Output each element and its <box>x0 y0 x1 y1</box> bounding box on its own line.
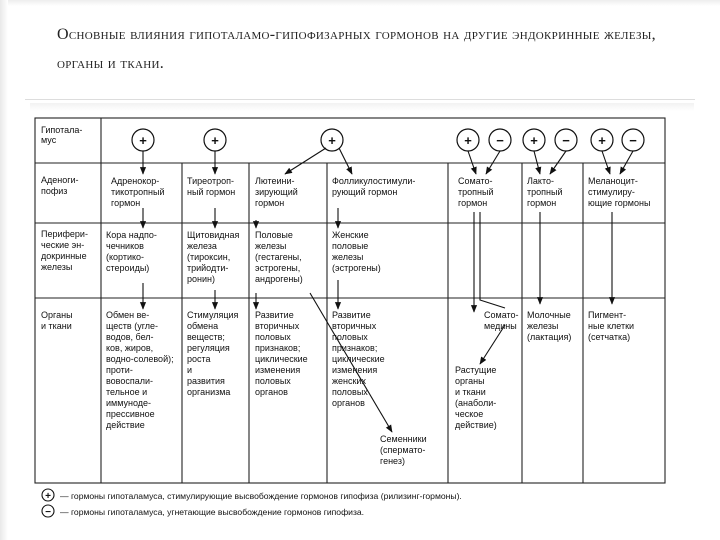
svg-text:докринные: докринные <box>41 251 87 261</box>
svg-text:ческое: ческое <box>455 409 484 419</box>
effect-somatomedins: Сомато- <box>484 310 519 320</box>
gland-female-gonads: Женские <box>332 230 369 240</box>
svg-text:Лютеини- <box>255 176 295 186</box>
svg-text:проти-: проти- <box>106 365 133 375</box>
svg-text:железы: железы <box>332 252 364 262</box>
svg-text:и: и <box>187 365 193 375</box>
svg-text:развития: развития <box>187 376 225 386</box>
svg-text:гормон: гормон <box>111 198 141 208</box>
svg-text:Органы <box>41 310 73 320</box>
svg-text:Обмен ве- <box>106 310 149 320</box>
svg-text:генез): генез) <box>380 456 405 466</box>
connector-lines <box>480 212 505 308</box>
svg-text:ный гормон: ный гормон <box>187 187 236 197</box>
svg-text:чечников: чечников <box>106 241 144 251</box>
row-label-hypothalamus: Гипотала- <box>41 125 83 135</box>
effect-tsh: Стимуляция <box>187 310 239 320</box>
svg-text:тикотропный: тикотропный <box>111 187 165 197</box>
row-label-organs: Органы <box>41 310 73 320</box>
svg-text:железы: железы <box>255 241 287 251</box>
hormone-fsh: Фолликулостимули- <box>332 176 416 186</box>
svg-text:Развитие <box>332 310 371 320</box>
svg-text:органы: органы <box>455 376 485 386</box>
svg-text:гормон: гормон <box>458 198 488 208</box>
hormone-tsh: Тиреотроп- <box>187 176 234 186</box>
svg-text:и ткани: и ткани <box>41 321 72 331</box>
svg-text:Лакто- <box>527 176 554 186</box>
svg-text:Стимуляция <box>187 310 239 320</box>
svg-text:тропный: тропный <box>527 187 563 197</box>
gland-gonads: Половые <box>255 230 293 240</box>
svg-text:половых: половых <box>332 332 368 342</box>
hormone-sth: Сомато- <box>458 176 493 186</box>
svg-text:железа: железа <box>187 241 217 251</box>
svg-text:пофиз: пофиз <box>41 186 68 196</box>
svg-text:Тиреотроп- <box>187 176 234 186</box>
svg-text:признаков;: признаков; <box>332 343 378 353</box>
svg-text:Гипотала- <box>41 125 82 135</box>
sign-plus-acth: + <box>139 133 147 148</box>
svg-text:прессивное: прессивное <box>106 409 155 419</box>
gland-adrenal-cortex: Кора надпо- <box>106 230 157 240</box>
svg-text:регуляция: регуляция <box>187 343 230 353</box>
svg-text:вторичных: вторичных <box>255 321 300 331</box>
legend-plus-text: — гормоны гипоталамуса, стимулирующие высвобождение гормонов гипофиза (рилизинг-гормоны). <box>60 491 462 501</box>
row-labels <box>41 125 88 331</box>
svg-text:женских: женских <box>332 376 366 386</box>
svg-text:вовоспали-: вовоспали- <box>106 376 154 386</box>
svg-text:(гестагены,: (гестагены, <box>255 252 302 262</box>
svg-text:(тироксин,: (тироксин, <box>187 252 231 262</box>
svg-text:Молочные <box>527 310 571 320</box>
effect-fsh: Развитие <box>332 310 371 320</box>
svg-text:ков, жиров,: ков, жиров, <box>106 343 154 353</box>
effect-acth: Обмен ве- <box>106 310 150 320</box>
svg-text:+: + <box>45 491 51 502</box>
svg-text:действие): действие) <box>455 420 497 430</box>
svg-text:зирующий: зирующий <box>255 187 298 197</box>
svg-text:циклические: циклические <box>255 354 308 364</box>
svg-text:Половые <box>255 230 293 240</box>
svg-text:водов, бел-: водов, бел- <box>106 332 154 342</box>
svg-text:иммуноде-: иммуноде- <box>106 398 152 408</box>
hormone-labels <box>111 176 650 208</box>
sign-plus-sth: + <box>464 133 472 148</box>
svg-text:ные клетки: ные клетки <box>588 321 635 331</box>
svg-text:половых: половых <box>255 376 291 386</box>
svg-text:органов: органов <box>332 398 365 408</box>
svg-text:железы: железы <box>41 262 73 272</box>
legend <box>42 489 462 518</box>
svg-text:Адренокор- <box>111 176 159 186</box>
svg-text:Развитие <box>255 310 294 320</box>
row-label-adenohypophysis: Аденоги- <box>41 175 79 185</box>
svg-text:Фолликулостимули- <box>332 176 415 186</box>
svg-text:эстрогены,: эстрогены, <box>255 263 301 273</box>
svg-text:медины: медины <box>484 321 517 331</box>
svg-text:Сомато- <box>458 176 493 186</box>
svg-text:органов: органов <box>255 387 288 397</box>
hormone-msh: Меланоцит- <box>588 176 638 186</box>
sign-plus-tsh: + <box>211 133 219 148</box>
effect-testes: Семенники <box>380 434 427 444</box>
hormone-prl: Лакто- <box>527 176 554 186</box>
svg-text:и ткани: и ткани <box>455 387 486 397</box>
svg-text:стимулиру-: стимулиру- <box>588 187 635 197</box>
svg-text:циклические: циклические <box>332 354 385 364</box>
svg-text:стероиды): стероиды) <box>106 263 150 273</box>
effect-mammary: Молочные <box>527 310 571 320</box>
svg-text:половые: половые <box>332 241 369 251</box>
svg-text:веществ;: веществ; <box>187 332 225 342</box>
svg-text:железы: железы <box>527 321 559 331</box>
svg-text:Щитовидная <box>187 230 240 240</box>
svg-text:ществ (угле-: ществ (угле- <box>106 321 159 331</box>
svg-text:половых: половых <box>255 332 291 342</box>
svg-text:андрогены): андрогены) <box>255 274 303 284</box>
svg-text:водно-солевой);: водно-солевой); <box>106 354 174 364</box>
svg-text:трийодти-: трийодти- <box>187 263 229 273</box>
svg-text:ческие эн-: ческие эн- <box>41 240 85 250</box>
svg-text:Пигмент- <box>588 310 626 320</box>
svg-text:мус: мус <box>41 135 57 145</box>
hormone-lh: Лютеини- <box>255 176 295 186</box>
sign-plus-prl: + <box>530 133 538 148</box>
svg-text:Растущие <box>455 365 496 375</box>
svg-text:(кортико-: (кортико- <box>106 252 145 262</box>
hormone-acth: Адренокор- <box>111 176 160 186</box>
svg-text:гормон: гормон <box>255 198 285 208</box>
sign-plus-msh: + <box>598 133 606 148</box>
svg-text:(спермато-: (спермато- <box>380 445 426 455</box>
svg-text:гормон: гормон <box>527 198 557 208</box>
sign-minus-msh: − <box>629 133 637 148</box>
svg-text:ющие гормоны: ющие гормоны <box>588 198 651 208</box>
svg-text:действие: действие <box>106 420 145 430</box>
svg-text:ронин): ронин) <box>187 274 215 284</box>
svg-text:вторичных: вторичных <box>332 321 377 331</box>
sign-minus-sth: − <box>496 133 504 148</box>
row-label-peripheral-glands: Перифери- <box>41 229 88 239</box>
svg-text:Сомато- <box>484 310 519 320</box>
sign-plus-gonadotropins: + <box>328 133 336 148</box>
svg-text:изменения: изменения <box>332 365 378 375</box>
effect-lh: Развитие <box>255 310 294 320</box>
svg-text:(анаболи-: (анаболи- <box>455 398 497 408</box>
svg-text:рующий гормон: рующий гормон <box>332 187 398 197</box>
svg-text:тропный: тропный <box>458 187 494 197</box>
svg-text:Семенники <box>380 434 427 444</box>
svg-text:Кора надпо- <box>106 230 157 240</box>
svg-text:−: − <box>45 507 51 518</box>
svg-text:(сетчатка): (сетчатка) <box>588 332 631 342</box>
svg-text:Меланоцит- <box>588 176 638 186</box>
legend-minus-text: — гормоны гипоталамуса, угнетающие высвобождение гормонов гипофиза. <box>60 507 365 517</box>
hypothalamus-sign-labels <box>139 133 637 148</box>
svg-text:признаков;: признаков; <box>255 343 301 353</box>
svg-text:Аденоги- <box>41 175 79 185</box>
svg-text:изменения: изменения <box>255 365 301 375</box>
svg-text:тельное и: тельное и <box>106 387 148 397</box>
effect-growth: Растущие <box>455 365 497 375</box>
effect-pigment: Пигмент- <box>588 310 627 320</box>
svg-text:роста: роста <box>187 354 211 364</box>
svg-text:обмена: обмена <box>187 321 219 331</box>
svg-text:(эстрогены): (эстрогены) <box>332 263 381 273</box>
svg-text:организма: организма <box>187 387 231 397</box>
gland-thyroid: Щитовидная <box>187 230 240 240</box>
page-title: Основные влияния гипоталамо-гипофизарных гормонов на другие эндокринные железы, органы и ткани. <box>57 26 656 72</box>
svg-text:половых: половых <box>332 387 368 397</box>
effect-labels <box>106 310 634 466</box>
svg-text:Перифери- <box>41 229 88 239</box>
sign-minus-prl: − <box>562 133 570 148</box>
gland-labels <box>106 230 381 284</box>
svg-text:(лактация): (лактация) <box>527 332 572 342</box>
svg-text:Женские <box>332 230 369 240</box>
